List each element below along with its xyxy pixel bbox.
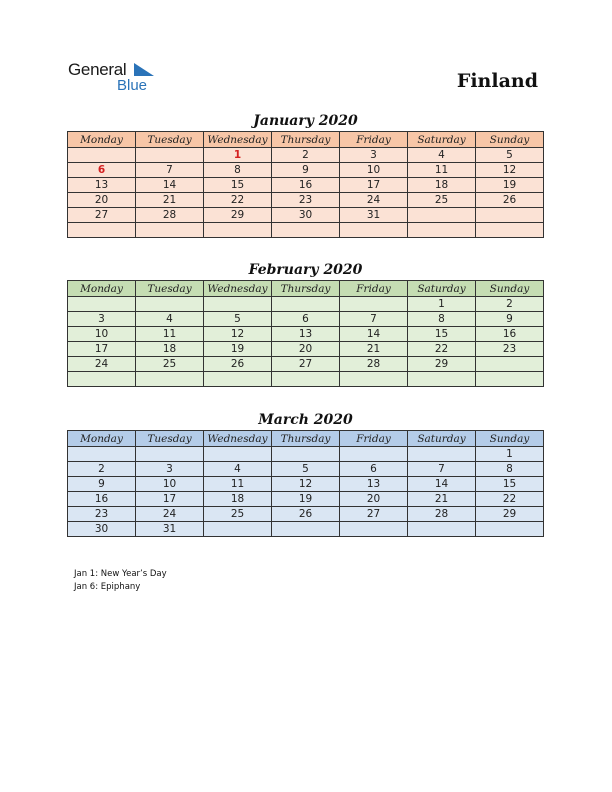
day-cell: 27 [68, 208, 136, 223]
day-cell: 2 [272, 148, 340, 163]
day-cell: 18 [136, 342, 204, 357]
weekday-header: Saturday [408, 281, 476, 297]
day-cell: 16 [68, 492, 136, 507]
day-cell: 1 [408, 297, 476, 312]
logo-flag-icon [134, 63, 154, 78]
day-cell: 15 [476, 477, 544, 492]
day-cell [136, 223, 204, 238]
day-cell: 7 [340, 312, 408, 327]
day-cell: 9 [272, 163, 340, 178]
day-cell: 29 [476, 507, 544, 522]
day-cell [272, 223, 340, 238]
day-cell: 29 [204, 208, 272, 223]
month-calendar-january [67, 111, 544, 238]
day-cell: 14 [136, 178, 204, 193]
week-row [68, 492, 544, 507]
day-cell [68, 148, 136, 163]
holiday-note: Jan 6: Epiphany [74, 582, 141, 592]
day-cell: 21 [408, 492, 476, 507]
day-cell: 7 [136, 163, 204, 178]
day-cell: 31 [340, 208, 408, 223]
day-cell: 22 [408, 342, 476, 357]
day-cell: 23 [68, 507, 136, 522]
day-cell: 15 [408, 327, 476, 342]
day-cell: 9 [68, 477, 136, 492]
day-cell: 23 [476, 342, 544, 357]
day-cell: 7 [408, 462, 476, 477]
day-cell: 25 [136, 357, 204, 372]
month-title: January 2020 [253, 113, 358, 129]
day-cell [340, 297, 408, 312]
day-cell [476, 208, 544, 223]
week-row [68, 372, 544, 387]
day-cell: 22 [204, 193, 272, 208]
calendar-table [67, 280, 544, 387]
calendar-table [67, 430, 544, 537]
day-cell: 13 [68, 178, 136, 193]
day-cell: 28 [408, 507, 476, 522]
day-cell: 2 [68, 462, 136, 477]
day-cell: 8 [204, 163, 272, 178]
day-cell: 9 [476, 312, 544, 327]
weekday-header: Wednesday [204, 281, 272, 297]
day-cell [340, 223, 408, 238]
week-row [68, 312, 544, 327]
weekday-header: Sunday [476, 431, 544, 447]
week-row [68, 148, 544, 163]
day-cell: 26 [476, 193, 544, 208]
weekday-header: Saturday [408, 431, 476, 447]
month-title: March 2020 [258, 412, 353, 428]
day-cell: 3 [68, 312, 136, 327]
day-cell [476, 372, 544, 387]
weekday-header: Monday [68, 132, 136, 148]
day-cell [68, 372, 136, 387]
weekday-header: Wednesday [204, 132, 272, 148]
weekday-header-row [68, 431, 544, 447]
weekday-header: Friday [340, 431, 408, 447]
calendar-table [67, 131, 544, 238]
day-cell: 25 [204, 507, 272, 522]
day-cell: 19 [476, 178, 544, 193]
day-cell [204, 223, 272, 238]
day-cell: 10 [136, 477, 204, 492]
day-cell [272, 372, 340, 387]
weekday-header-row [68, 132, 544, 148]
day-cell: 19 [204, 342, 272, 357]
week-row [68, 327, 544, 342]
holiday-day-cell: 1 [204, 148, 272, 163]
weekday-header: Tuesday [136, 281, 204, 297]
day-cell [272, 297, 340, 312]
day-cell [204, 522, 272, 537]
day-cell: 20 [272, 342, 340, 357]
weekday-header: Thursday [272, 281, 340, 297]
week-row [68, 447, 544, 462]
day-cell [136, 148, 204, 163]
month-calendar-march [67, 410, 544, 537]
day-cell: 20 [68, 193, 136, 208]
day-cell: 4 [408, 148, 476, 163]
day-cell: 12 [272, 477, 340, 492]
week-row [68, 507, 544, 522]
day-cell: 23 [272, 193, 340, 208]
weekday-header: Monday [68, 431, 136, 447]
week-row [68, 223, 544, 238]
day-cell: 12 [476, 163, 544, 178]
day-cell [204, 447, 272, 462]
day-cell [340, 372, 408, 387]
day-cell [340, 447, 408, 462]
weekday-header: Thursday [272, 431, 340, 447]
day-cell [204, 372, 272, 387]
day-cell: 11 [136, 327, 204, 342]
day-cell [68, 447, 136, 462]
day-cell [272, 522, 340, 537]
day-cell [136, 297, 204, 312]
day-cell [408, 208, 476, 223]
day-cell [136, 372, 204, 387]
day-cell: 13 [272, 327, 340, 342]
day-cell: 25 [408, 193, 476, 208]
day-cell: 31 [136, 522, 204, 537]
day-cell: 17 [340, 178, 408, 193]
day-cell: 6 [272, 312, 340, 327]
week-row [68, 297, 544, 312]
day-cell: 4 [204, 462, 272, 477]
week-row [68, 193, 544, 208]
day-cell: 14 [408, 477, 476, 492]
week-row [68, 462, 544, 477]
day-cell: 16 [476, 327, 544, 342]
day-cell [408, 223, 476, 238]
day-cell: 28 [340, 357, 408, 372]
day-cell: 8 [408, 312, 476, 327]
logo-general-text: General [68, 60, 127, 79]
day-cell: 5 [476, 148, 544, 163]
weekday-header: Saturday [408, 132, 476, 148]
day-cell: 17 [68, 342, 136, 357]
holiday-note: Jan 1: New Year’s Day [74, 569, 167, 579]
day-cell: 12 [204, 327, 272, 342]
weekday-header: Tuesday [136, 431, 204, 447]
day-cell [136, 447, 204, 462]
day-cell: 5 [204, 312, 272, 327]
day-cell: 14 [340, 327, 408, 342]
day-cell: 27 [340, 507, 408, 522]
day-cell [476, 522, 544, 537]
day-cell: 18 [408, 178, 476, 193]
weekday-header: Sunday [476, 132, 544, 148]
logo-blue-text: Blue [117, 77, 148, 94]
day-cell: 18 [204, 492, 272, 507]
day-cell [408, 447, 476, 462]
week-row [68, 522, 544, 537]
day-cell: 10 [68, 327, 136, 342]
day-cell [68, 223, 136, 238]
day-cell: 27 [272, 357, 340, 372]
day-cell: 15 [204, 178, 272, 193]
day-cell: 3 [340, 148, 408, 163]
weekday-header-row [68, 281, 544, 297]
day-cell: 5 [272, 462, 340, 477]
holiday-day-cell: 6 [68, 163, 136, 178]
day-cell: 17 [136, 492, 204, 507]
day-cell [68, 297, 136, 312]
day-cell: 16 [272, 178, 340, 193]
country-title: Finland [456, 70, 538, 92]
day-cell: 2 [476, 297, 544, 312]
day-cell: 24 [340, 193, 408, 208]
day-cell: 30 [272, 208, 340, 223]
day-cell: 24 [68, 357, 136, 372]
day-cell [408, 372, 476, 387]
week-row [68, 163, 544, 178]
day-cell [204, 297, 272, 312]
day-cell: 22 [476, 492, 544, 507]
weekday-header: Sunday [476, 281, 544, 297]
day-cell: 11 [204, 477, 272, 492]
day-cell: 11 [408, 163, 476, 178]
weekday-header: Monday [68, 281, 136, 297]
day-cell: 28 [136, 208, 204, 223]
week-row [68, 477, 544, 492]
day-cell: 26 [204, 357, 272, 372]
day-cell: 21 [340, 342, 408, 357]
month-title: February 2020 [248, 262, 363, 278]
day-cell: 20 [340, 492, 408, 507]
day-cell [340, 522, 408, 537]
week-row [68, 178, 544, 193]
brand-logo [68, 60, 168, 96]
day-cell: 19 [272, 492, 340, 507]
day-cell [476, 223, 544, 238]
day-cell [476, 357, 544, 372]
day-cell: 1 [476, 447, 544, 462]
week-row [68, 357, 544, 372]
weekday-header: Friday [340, 281, 408, 297]
week-row [68, 342, 544, 357]
day-cell: 29 [408, 357, 476, 372]
day-cell: 13 [340, 477, 408, 492]
day-cell: 10 [340, 163, 408, 178]
day-cell: 3 [136, 462, 204, 477]
day-cell: 8 [476, 462, 544, 477]
day-cell: 21 [136, 193, 204, 208]
day-cell [408, 522, 476, 537]
day-cell: 30 [68, 522, 136, 537]
day-cell: 6 [340, 462, 408, 477]
weekday-header: Friday [340, 132, 408, 148]
day-cell [272, 447, 340, 462]
month-calendar-february [67, 260, 544, 387]
week-row [68, 208, 544, 223]
weekday-header: Wednesday [204, 431, 272, 447]
day-cell: 24 [136, 507, 204, 522]
day-cell: 26 [272, 507, 340, 522]
weekday-header: Tuesday [136, 132, 204, 148]
weekday-header: Thursday [272, 132, 340, 148]
holiday-notes [74, 568, 167, 594]
day-cell: 4 [136, 312, 204, 327]
